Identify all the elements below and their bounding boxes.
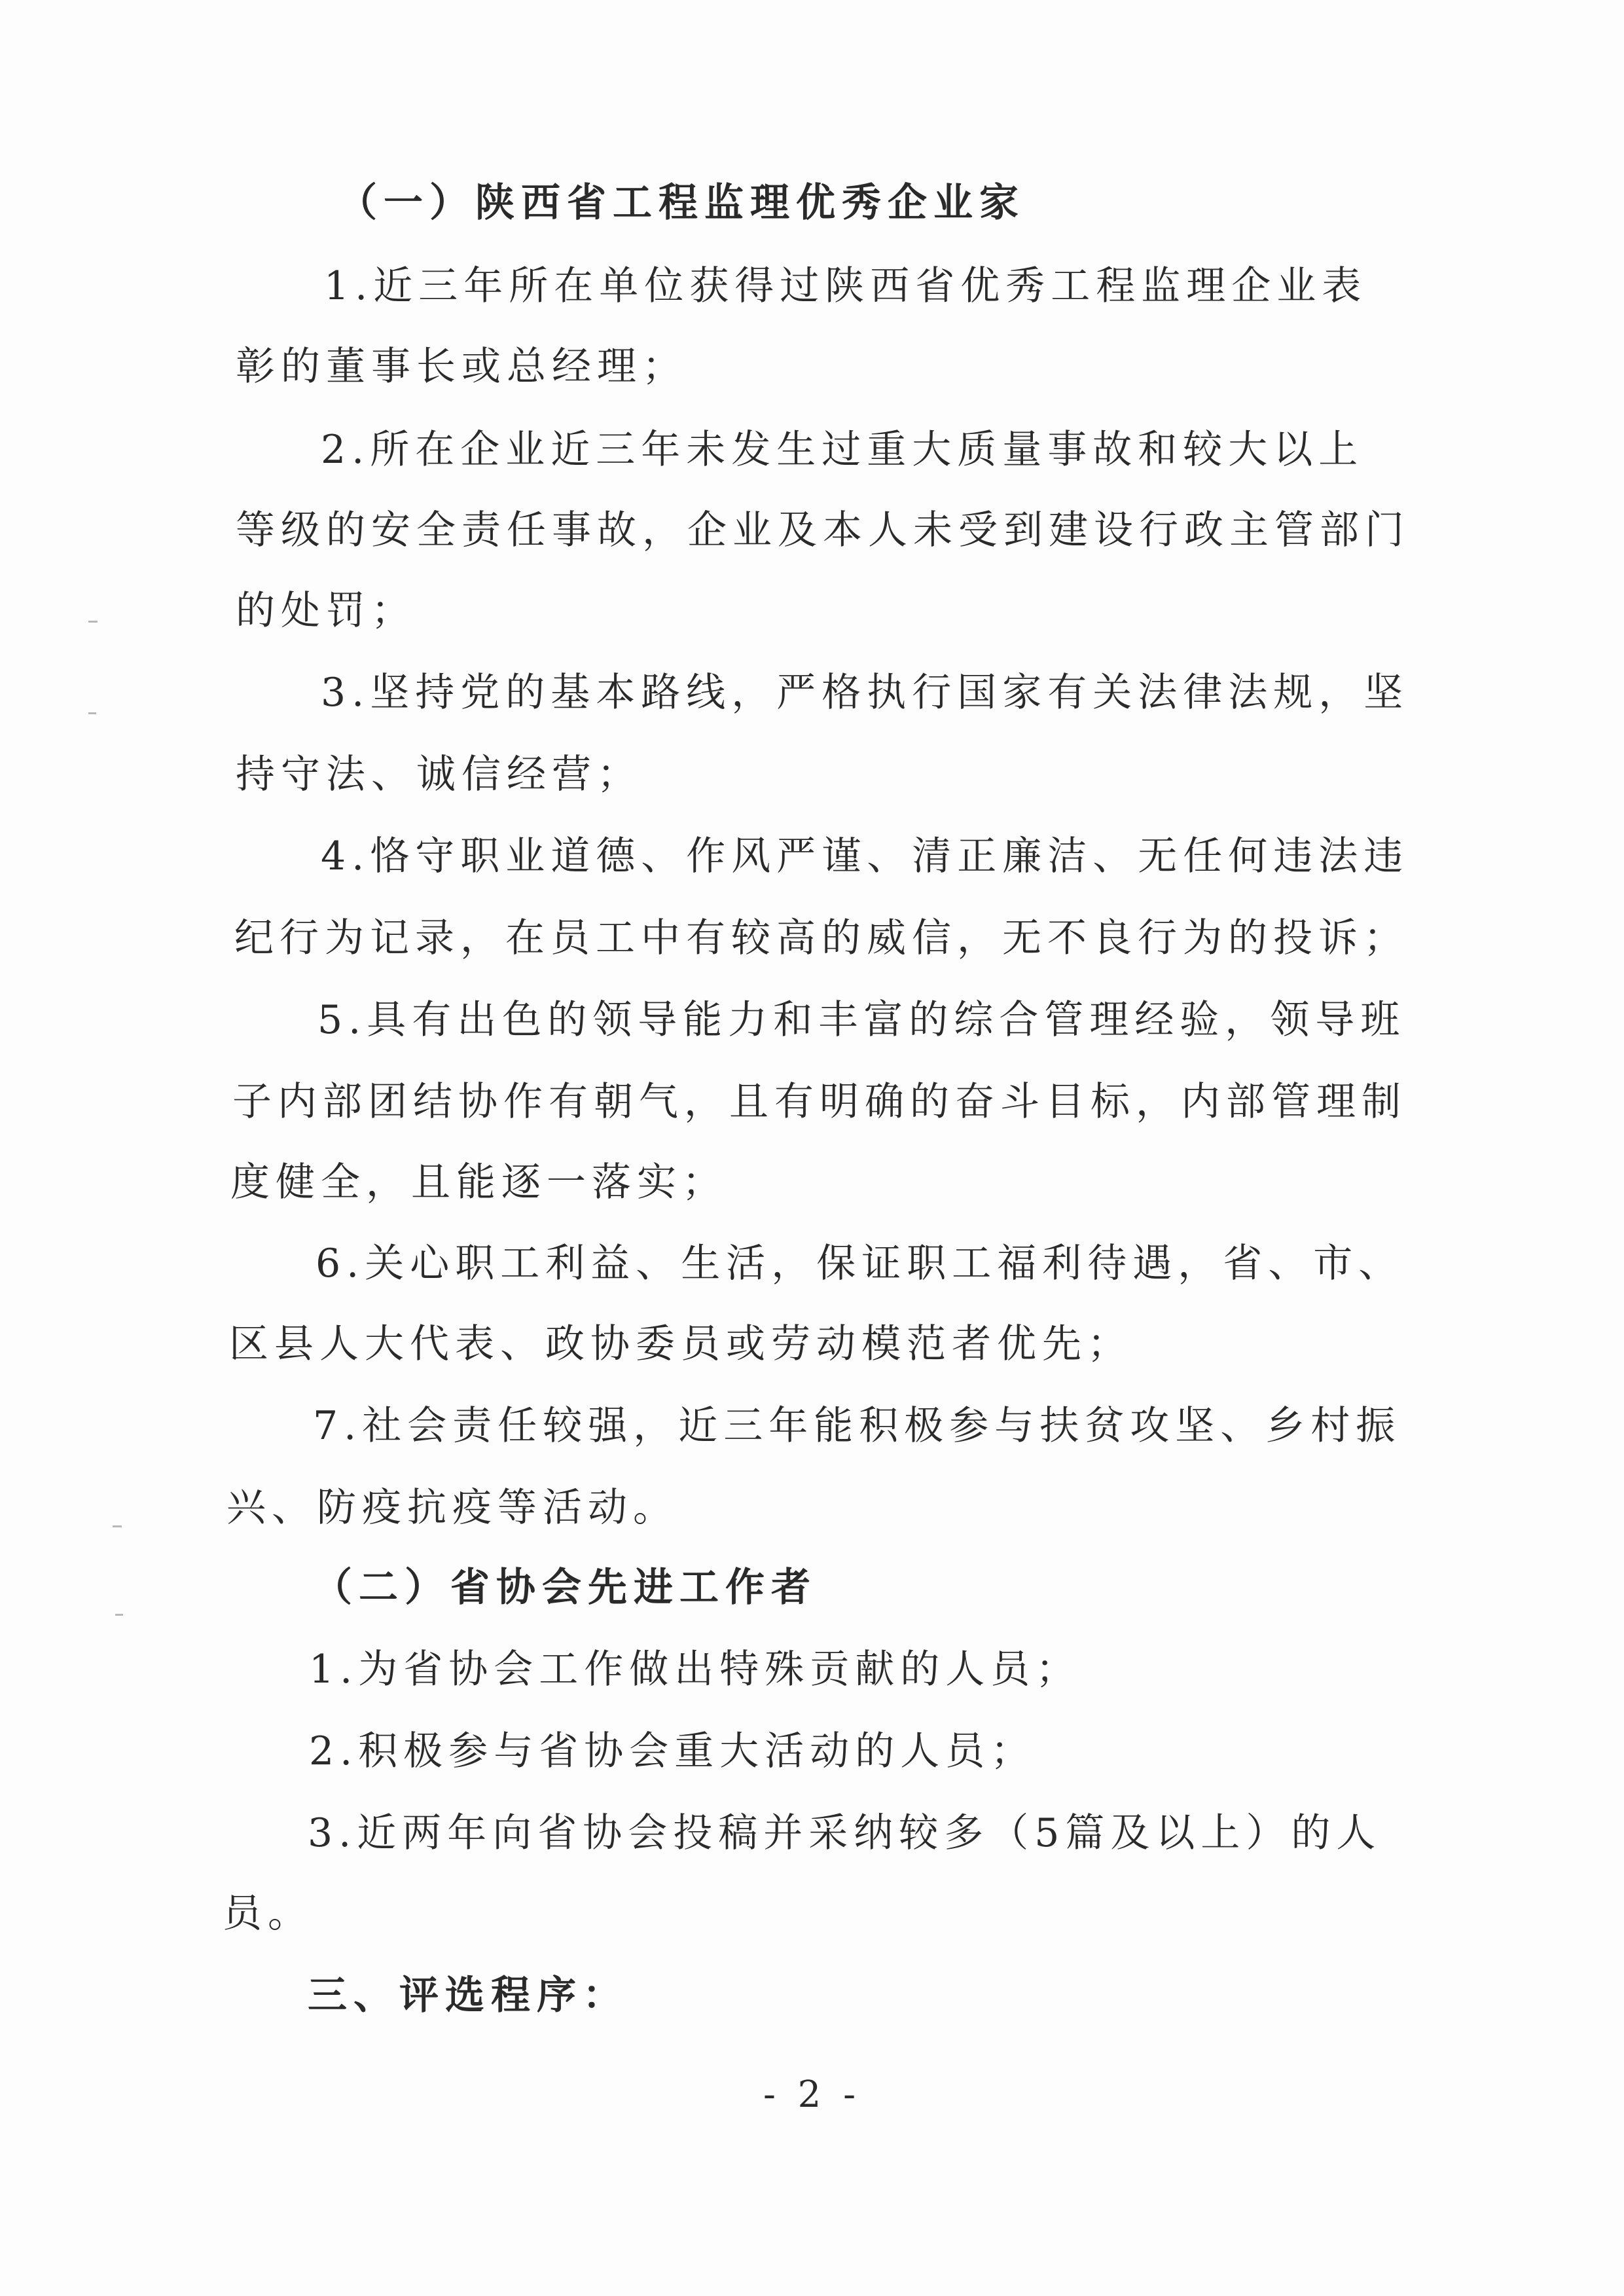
criterion-4-line-2: 纪行为记录，在员工中有较高的威信，无不良行为的投诉； [234,915,1409,961]
criterion-5-line-3: 度健全，且能逐一落实； [230,1159,727,1205]
section-heading-3: 三、评选程序： [308,1973,628,2018]
criterion-2-line-3: 的处罚； [236,588,416,634]
scan-mark [115,1614,123,1616]
criterion-2-line-1: 2.所在企业近三年未发生过重大质量事故和较大以上 [321,427,1364,473]
criterion-3-line-2: 持守法、诚信经营； [236,752,642,797]
criterion-2-line-2: 等级的安全责任事故，企业及本人未受到建设行政主管部门 [236,507,1410,553]
worker-criterion-3-line-2: 员。 [223,1891,313,1937]
worker-criterion-1: 1.为省协会工作做出特殊贡献的人员； [309,1647,1081,1692]
criterion-3-line-1: 3.坚持党的基本路线，严格执行国家有关法律法规，坚 [321,670,1409,716]
criterion-7-line-2: 兴、防疫抗疫等活动。 [226,1485,678,1531]
scan-mark [88,712,96,714]
criterion-4-line-1: 4.恪守职业道德、作风严谨、清正廉洁、无任何违法违 [321,833,1409,879]
criterion-6-line-2: 区县人大代表、政协委员或劳动模范者优先； [229,1321,1132,1367]
worker-criterion-3-line-1: 3.近两年向省协会投稿并采纳较多（5篇及以上）的人 [308,1810,1382,1856]
criterion-7-line-1: 7.社会责任较强，近三年能积极参与扶贫攻坚、乡村振 [313,1403,1401,1449]
criterion-5-line-1: 5.具有出色的领导能力和丰富的综合管理经验，领导班 [317,997,1406,1043]
page-number: - 2 - [763,2073,861,2116]
scan-mark [113,1525,122,1527]
criterion-1-line-1: 1.近三年所在单位获得过陕西省优秀工程监理企业表 [324,263,1367,309]
scan-mark [88,621,98,623]
section-heading-1: （一）陕西省工程监理优秀企业家 [338,180,1025,226]
worker-criterion-2: 2.积极参与省协会重大活动的人员； [309,1728,1036,1774]
section-heading-2: （二）省协会先进工作者 [313,1565,817,1611]
criterion-6-line-1: 6.关心职工利益、生活，保证职工福利待遇，省、市、 [316,1241,1404,1286]
criterion-5-line-2: 子内部团结协作有朝气，且有明确的奋斗目标，内部管理制 [232,1079,1407,1125]
criterion-1-line-2: 彰的董事长或总经理； [236,344,687,390]
